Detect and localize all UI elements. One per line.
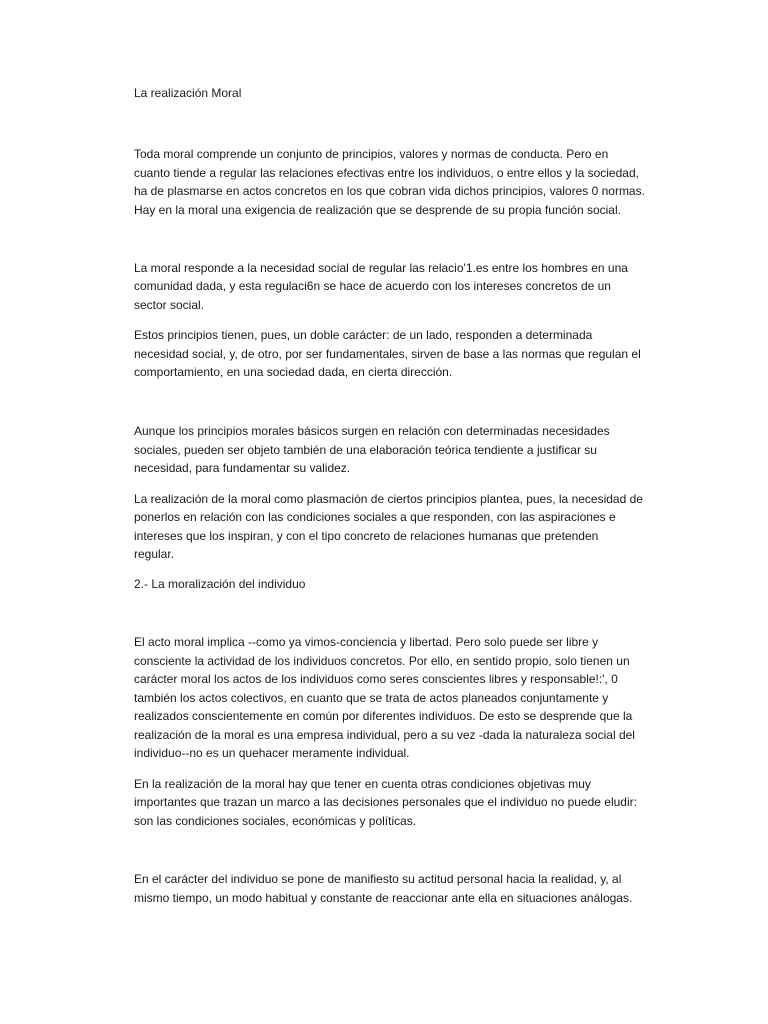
paragraph-line: Toda moral comprende un conjunto de principios, valores y normas de conducta. Pero en xyxy=(134,147,609,161)
document-title: La realización Moral xyxy=(134,86,242,100)
paragraph-line: importantes que trazan un marco a las decisiones personales que el individuo no puede eludir: xyxy=(134,795,637,809)
paragraph-line: Aunque los principios morales básicos surgen en relación con determinadas necesidades xyxy=(134,424,610,438)
paragraph-line: ha de plasmarse en actos concretos en los que cobran vida dichos principios, valores 0 normas. xyxy=(134,184,645,198)
paragraph-line: carácter moral los actos de los individuos como seres conscientes libres y responsable!:', 0 xyxy=(134,672,618,686)
paragraph-line: cuanto tiende a regular las relaciones efectivas entre los individuos, o entre ellos y la sociedad, xyxy=(134,166,639,180)
paragraph-line: comportamiento, en una sociedad dada, en cierta dirección. xyxy=(134,365,453,379)
paragraph-line: regular. xyxy=(134,547,175,561)
paragraph-line: realización de la moral es una empresa individual, pero a su vez -dada la naturaleza social del xyxy=(134,728,635,742)
paragraph-line: En la realización de la moral hay que tener en cuenta otras condiciones objetivas muy xyxy=(134,777,591,791)
paragraph-line: consciente la actividad de los individuos concretos. Por ello, en sentido propio, solo tienen un xyxy=(134,654,630,668)
paragraph-line: La realización de la moral como plasmación de ciertos principios plantea, pues, la necesidad de xyxy=(134,492,643,506)
paragraph-line: El acto moral implica --como ya vimos-conciencia y libertad. Pero solo puede ser libre y xyxy=(134,635,599,649)
section-heading: 2.- La moralización del individuo xyxy=(134,577,306,591)
paragraph-line: intereses que los inspiran, y con el tipo concreto de relaciones humanas que pretenden xyxy=(134,529,599,543)
paragraph-line: Hay en la moral una exigencia de realización que se desprende de su propia función social. xyxy=(134,203,621,217)
paragraph-line: realizados conscientemente en común por diferentes individuos. De esto se desprende que la xyxy=(134,709,633,723)
paragraph-line: comunidad dada, y esta regulaci6n se hace de acuerdo con los intereses concretos de un xyxy=(134,279,611,293)
paragraph-line: La moral responde a la necesidad social de regular las relacio'1.es entre los hombres en una xyxy=(134,261,628,275)
paragraph-line: necesidad social, y, de otro, por ser fundamentales, sirven de base a las normas que regulan el xyxy=(134,347,641,361)
paragraph-line: sociales, pueden ser objeto también de una elaboración teórica tendiente a justificar su xyxy=(134,443,597,457)
paragraph-line: necesidad, para fundamentar su validez. xyxy=(134,461,351,475)
paragraph-line: En el carácter del individuo se pone de manifiesto su actitud personal hacia la realidad, y, al xyxy=(134,872,622,886)
paragraph-line: ponerlos en relación con las condiciones sociales a que responden, con las aspiraciones e xyxy=(134,510,616,524)
paragraph-line: también los actos colectivos, en cuanto que se trata de actos planeados conjuntamente y xyxy=(134,691,609,705)
paragraph-line: mismo tiempo, un modo habitual y constante de reaccionar ante ella en situaciones análogas. xyxy=(134,891,633,905)
paragraph-line: individuo--no es un quehacer meramente individual. xyxy=(134,746,410,760)
paragraph-line: sector social. xyxy=(134,298,205,312)
paragraph-line: son las condiciones sociales, económicas y políticas. xyxy=(134,814,417,828)
paragraph-line: Estos principios tienen, pues, un doble carácter: de un lado, responden a determinada xyxy=(134,328,593,342)
